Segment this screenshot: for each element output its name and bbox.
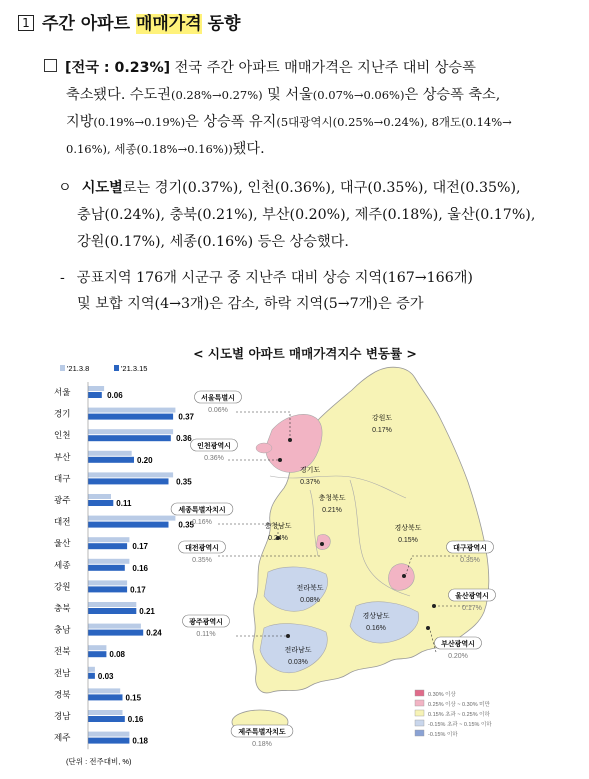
region-value: 0.35% (192, 557, 212, 564)
category-label: 광주 (54, 495, 71, 505)
bar-curr (88, 716, 125, 722)
data-label: 0.06 (107, 391, 123, 400)
legend-swatch (415, 700, 424, 706)
korea-map (160, 360, 540, 770)
region-name: 전라북도 (296, 585, 324, 592)
chart-legend (60, 364, 147, 373)
region-value: 0.03% (288, 659, 308, 666)
legend-label: 0.15% 초과 ~ 0.25% 이하 (428, 712, 490, 718)
data-label: 0.21 (139, 607, 155, 616)
bar-prev (88, 451, 132, 456)
region-value: 0.15% (398, 537, 418, 544)
data-label: 0.36 (176, 434, 192, 444)
region-value: 0.18% (252, 741, 272, 748)
region-value: 0.24% (268, 535, 288, 542)
legend-swatch (415, 690, 424, 696)
national-label: [전국 : 0.23%] (65, 60, 171, 76)
region-name: 세종특별자치시 (178, 507, 226, 514)
bar-chart (52, 362, 194, 772)
data-label: 0.18 (132, 736, 148, 746)
bar-prev (88, 688, 120, 693)
bar-prev (88, 710, 123, 715)
data-label: 0.16 (132, 563, 148, 573)
national-text-2e: 은 상승폭 축소, (404, 87, 501, 103)
category-label: 울산 (54, 538, 71, 549)
regions-label: 시도별 (81, 180, 123, 196)
legend-label: 0.30% 이상 (428, 692, 456, 698)
category-label: 부산 (54, 451, 71, 462)
region-name: 충청남도 (264, 523, 292, 530)
districts-text-1: 공표지역 176개 시군구 중 지난주 대비 상승 지역(167→166개) (76, 270, 473, 286)
region-value: 0.17% (462, 605, 482, 612)
region-name: 광주광역시 (189, 619, 223, 626)
national-text-3c: 은 상승폭 유지 (185, 114, 277, 130)
legend-swatch (114, 365, 119, 371)
category-label: 강원 (54, 581, 71, 592)
bar-prev (88, 624, 141, 629)
local-change: (0.19%→0.19%) (93, 115, 186, 129)
bar-curr (88, 478, 169, 484)
national-text-3a: 지방 (66, 114, 94, 130)
bar-prev (88, 645, 106, 650)
national-line-2 (66, 82, 500, 109)
map-legend (415, 690, 492, 738)
category-label: 대전 (54, 516, 71, 527)
bar-curr (88, 522, 169, 528)
dash-icon: - (60, 270, 65, 286)
legend-swatch (415, 730, 424, 736)
category-label: 서울 (54, 387, 71, 397)
section-title-suffix: 동향 (201, 14, 241, 34)
region-name: 대구광역시 (453, 545, 487, 552)
bar-curr (88, 608, 136, 614)
category-label: 대구 (54, 473, 71, 484)
category-label: 세종 (54, 559, 71, 570)
seoul-change: (0.07%→0.06%) (312, 88, 405, 102)
data-label: 0.08 (109, 650, 125, 660)
category-label: 전북 (54, 646, 71, 657)
data-label: 0.20 (137, 455, 153, 465)
region-value: 0.36% (204, 455, 224, 462)
data-label: 0.35 (178, 520, 194, 530)
districts-line-2: 및 보합 지역(4→3개)은 감소, 하락 지역(5→7개)은 증가 (77, 296, 424, 312)
region-value: 0.11% (196, 631, 216, 638)
bar-prev (88, 537, 129, 542)
national-line-3 (66, 109, 512, 136)
bar-curr (88, 543, 127, 549)
region-name: 전라남도 (284, 647, 312, 654)
region-name: 울산광역시 (455, 593, 489, 600)
bar-prev (88, 602, 136, 607)
districts-line-1 (60, 265, 473, 292)
national-line-4 (66, 136, 265, 163)
bar-prev (88, 559, 129, 564)
unit-note: (단위 : 전주대비, %) (66, 757, 132, 766)
category-label: 경북 (54, 689, 71, 700)
region-name: 강원도 (371, 415, 393, 422)
regions-line-1 (58, 175, 521, 202)
category-label: 충북 (54, 603, 71, 613)
sejong-change: 0.16%), 세종(0.18%→0.16%)) (66, 142, 233, 156)
bar-prev (88, 580, 127, 585)
bar-curr (88, 738, 129, 744)
category-label: 제주 (54, 732, 71, 743)
bar-prev (88, 732, 129, 737)
bar-curr (88, 673, 95, 679)
checkbox-square-icon (44, 59, 57, 72)
capital-change: (0.28%→0.27%) (170, 88, 263, 102)
data-label: 0.16 (127, 715, 144, 724)
section-title-highlight: 매매가격 (135, 14, 202, 34)
bar-prev (88, 494, 111, 499)
region-name: 대전광역시 (185, 545, 219, 552)
category-label: 경기 (54, 408, 71, 419)
bar-curr (88, 457, 134, 463)
region-value: 0.06% (208, 407, 228, 414)
chart-title: < 시도별 아파트 매매가격지수 변동률 > (193, 346, 417, 361)
national-line-1 (44, 55, 476, 82)
national-text-4b: 됐다. (232, 141, 265, 157)
data-label: 0.03 (97, 671, 114, 681)
data-label: 0.11 (116, 499, 132, 508)
legend-swatch (415, 720, 424, 726)
national-text-2a: 축소됐다. 수도권 (66, 87, 171, 103)
data-label: 0.24 (146, 628, 162, 638)
data-label: 0.17 (132, 542, 148, 552)
region-name: 충청북도 (318, 495, 346, 502)
region-name: 경상북도 (394, 525, 422, 532)
regions-line-2: 충남(0.24%), 충북(0.21%), 부산(0.20%), 제주(0.18%), 울산(0.17%), (77, 207, 536, 223)
region-value: 0.16% (192, 519, 212, 526)
data-label: 0.15 (125, 693, 142, 703)
category-label: 충남 (54, 624, 71, 635)
region-value: 0.35% (460, 557, 480, 564)
category-label: 인천 (54, 430, 71, 441)
bar-curr (88, 565, 125, 571)
section-title-prefix: 주간 아파트 (42, 14, 136, 34)
data-label: 0.35 (176, 477, 192, 487)
bullet-icon: ㅇ (58, 180, 72, 196)
metro-change: (5대광역시(0.25%→0.24%), 8개도(0.14%→ (276, 115, 512, 129)
region-value: 0.08% (300, 597, 320, 604)
region-name: 서울특별시 (201, 395, 235, 402)
map-daejeon (316, 534, 330, 549)
bar-curr (88, 392, 102, 398)
region-value: 0.37% (300, 479, 320, 486)
region-name: 부산광역시 (441, 641, 475, 648)
region-value: 0.17% (372, 427, 392, 434)
bar-prev (88, 667, 95, 672)
category-label: 전남 (54, 667, 71, 678)
bar-curr (88, 651, 106, 657)
national-text-2c: 및 서울 (262, 87, 313, 103)
region-name: 제주특별자치도 (238, 729, 286, 736)
bar-curr (88, 586, 127, 592)
legend-label: 0.25% 이상 ~ 0.30% 미만 (428, 702, 490, 708)
section-number: 1 (18, 15, 34, 31)
bar-curr (88, 694, 123, 700)
legend-label: '21.3.8 (67, 364, 90, 373)
legend-swatch (415, 710, 424, 716)
national-text-1: 전국 주간 아파트 매매가격은 지난주 대비 상승폭 (170, 60, 476, 76)
bar-curr (88, 435, 171, 441)
section-heading (18, 9, 240, 34)
legend-swatch (60, 365, 65, 371)
region-value: 0.21% (322, 507, 342, 514)
bar-prev (88, 386, 104, 391)
regions-line-3: 강원(0.17%), 세종(0.16%) 등은 상승했다. (77, 234, 349, 250)
legend-label: '21.3.15 (121, 364, 148, 373)
category-label: 경남 (54, 711, 71, 721)
data-label: 0.37 (178, 412, 194, 422)
region-name: 경기도 (299, 467, 321, 474)
region-value: 0.20% (448, 653, 468, 660)
legend-label: -0.15% 이하 (428, 732, 458, 738)
bar-curr (88, 500, 113, 506)
region-value: 0.16% (366, 625, 386, 632)
legend-label: -0.15% 초과 ~ 0.15% 이하 (428, 722, 492, 728)
bar-curr (88, 630, 143, 636)
regions-text-1: 로는 경기(0.37%), 인천(0.36%), 대구(0.35%), 대전(0.35%), (122, 180, 521, 196)
data-label: 0.17 (130, 585, 146, 595)
region-name: 경상남도 (362, 613, 390, 620)
region-name: 인천광역시 (197, 443, 231, 450)
